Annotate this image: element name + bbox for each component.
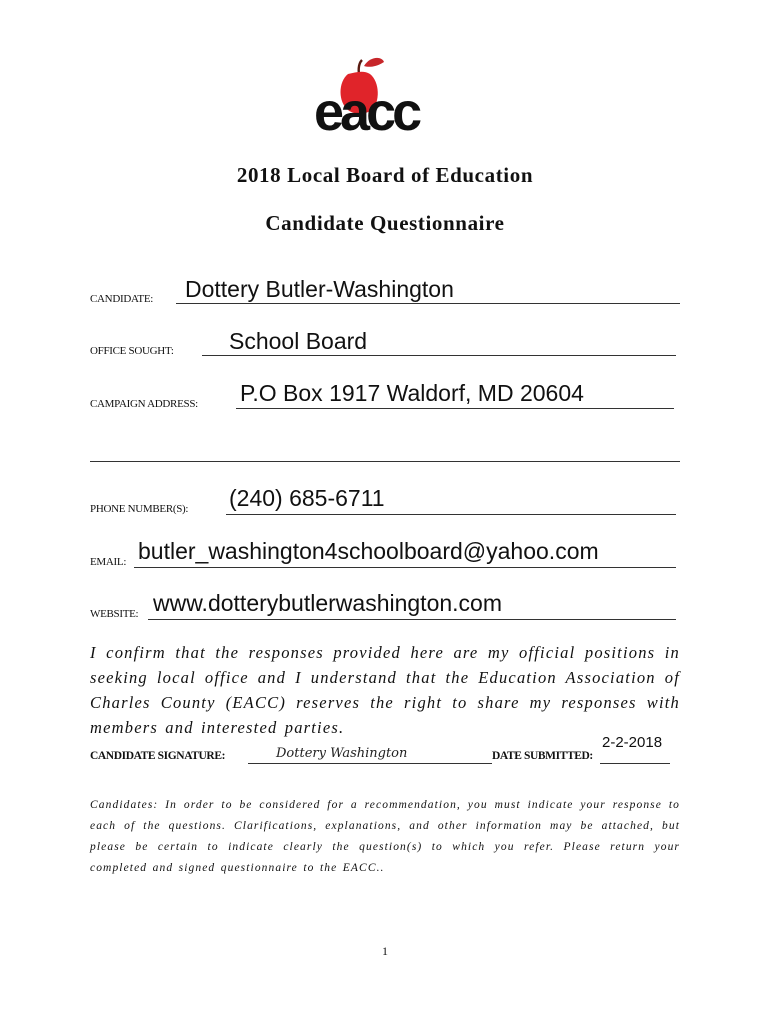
email-label: EMAIL:: [90, 556, 127, 568]
date-label: DATE SUBMITTED:: [492, 750, 593, 762]
phone-label: PHONE NUMBER(S):: [90, 503, 189, 515]
eacc-logo: [312, 52, 458, 142]
date-field[interactable]: 2-2-2018: [602, 734, 663, 751]
instructions-note: Candidates: In order to be considered for a recommendation, you must indicate your response to each of the questions. Clarifications, explanations, and other information may be attached, but please be certain to indicate clearly the question(s) to which you refer. Please return your completed and signed questionnaire to the EACC..: [90, 799, 680, 874]
office-field[interactable]: School Board: [229, 328, 368, 354]
page-number: 1: [382, 944, 388, 958]
office-field-line: [202, 355, 676, 356]
page-subtitle: Candidate Questionnaire: [265, 211, 505, 235]
candidate-label: CANDIDATE:: [90, 293, 153, 305]
website-field-line: [148, 619, 676, 620]
address-label: CAMPAIGN ADDRESS:: [90, 398, 198, 410]
candidate-signature[interactable]: Dottery Washington: [276, 746, 408, 761]
signature-line: [248, 763, 492, 764]
candidate-field[interactable]: Dottery Butler-Washington: [185, 276, 454, 302]
phone-field-line: [226, 514, 676, 515]
website-label: WEBSITE:: [90, 608, 139, 620]
office-label: OFFICE SOUGHT:: [90, 345, 174, 357]
phone-field[interactable]: (240) 685-6711: [229, 485, 385, 511]
email-field[interactable]: butler_washington4schoolboard@yahoo.com: [138, 538, 599, 564]
website-field[interactable]: www.dotterybutlerwashington.com: [153, 590, 502, 616]
date-line: [600, 763, 670, 764]
signature-row: [90, 734, 680, 769]
address-field[interactable]: P.O Box 1917 Waldorf, MD 20604: [240, 380, 584, 406]
signature-label: CANDIDATE SIGNATURE:: [90, 750, 226, 762]
email-field-line: [134, 567, 676, 568]
address-line-2[interactable]: [90, 461, 680, 462]
page-title: 2018 Local Board of Education: [236, 163, 534, 187]
confirmation-statement: I confirm that the responses provided here are my official positions in seeking local office and I understand that the Education Association of Charles County (EACC) reserves the right to share my responses with members and interested parties.: [90, 643, 680, 737]
logo-text: eacc: [314, 82, 419, 142]
candidate-field-line: [176, 303, 680, 304]
address-field-line: [236, 408, 674, 409]
